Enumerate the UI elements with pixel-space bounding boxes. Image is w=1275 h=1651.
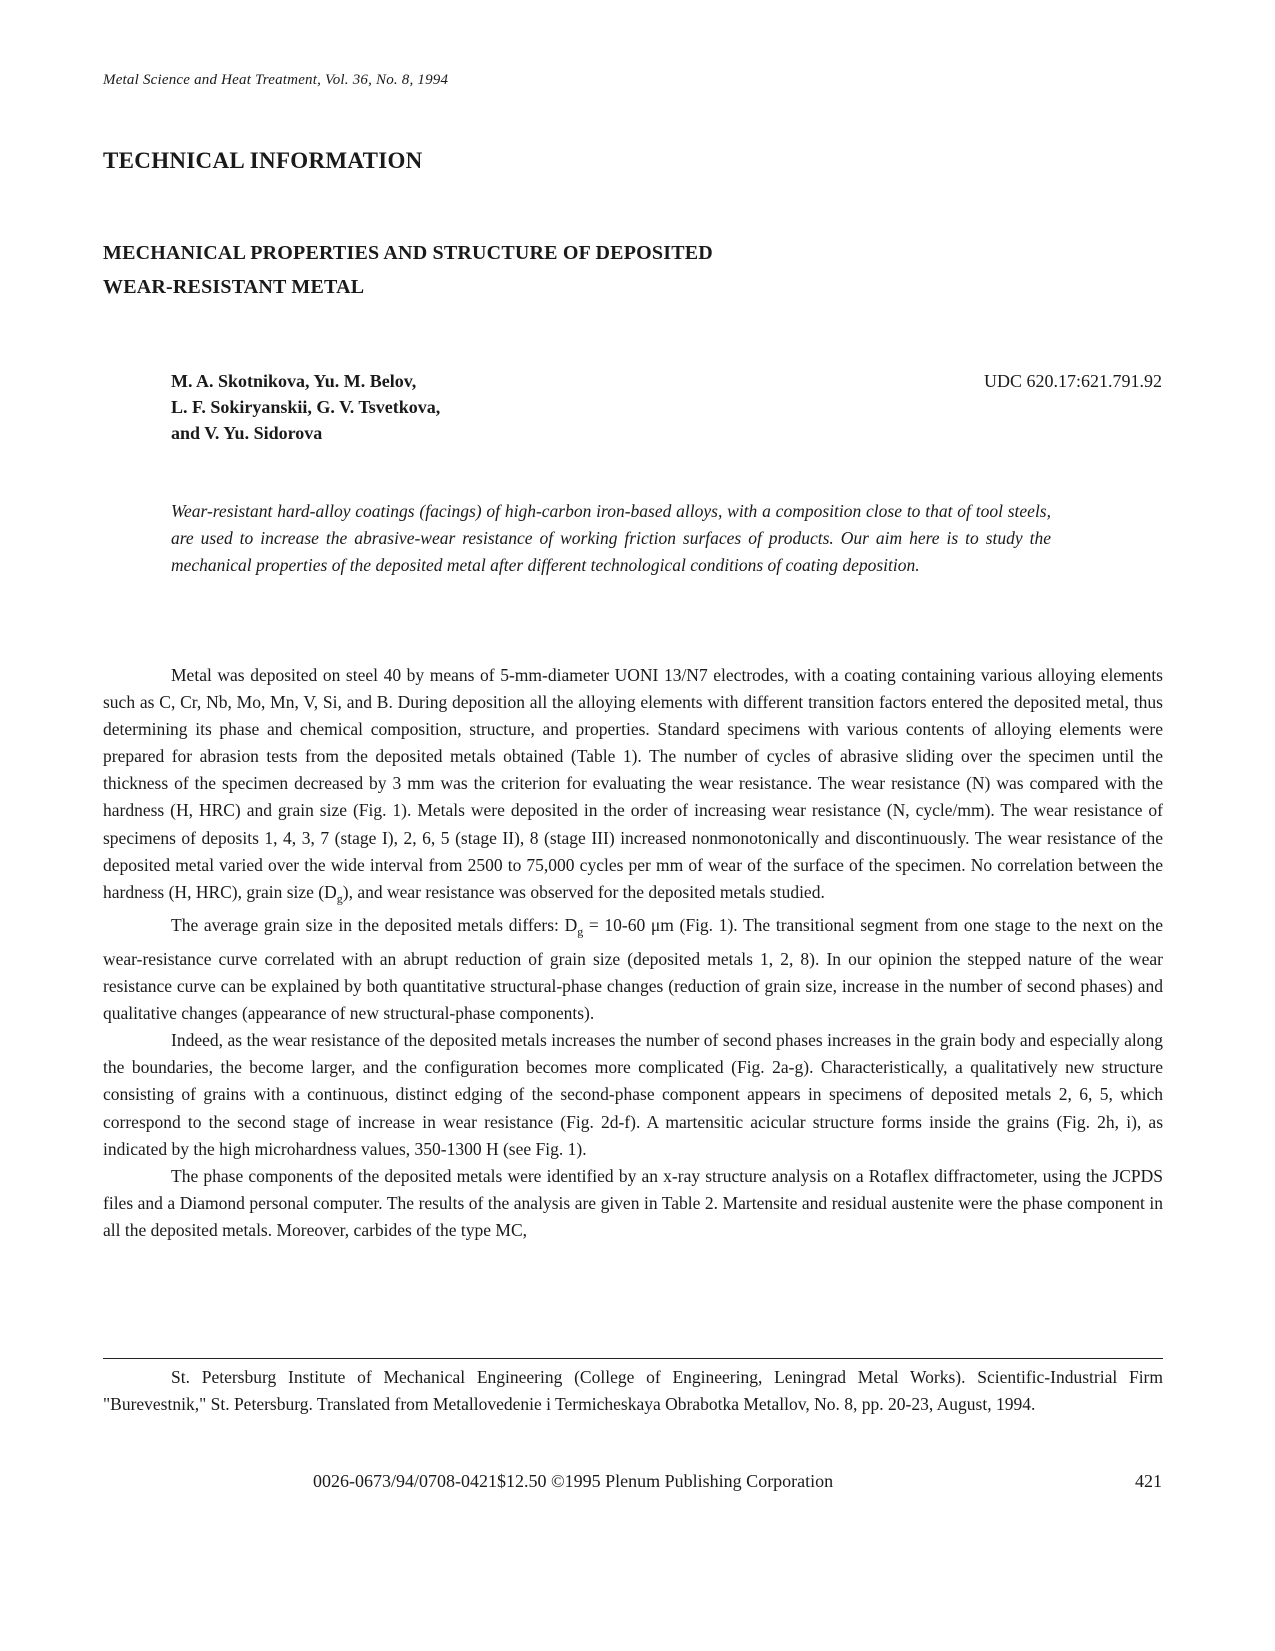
- body-paragraph: Metal was deposited on steel 40 by means of 5-mm-diameter UONI 13/N7 electrodes, with a coating containing various alloying elements such as C, Cr, Nb, Mo, Mn, V, Si, and B. During deposition all the alloying elements with different transition factors entered the deposited metal, thus determining its phase and chemical composition, structure, and properties. Standard specimens with various contents of alloying elements were prepared for abrasion tests from the deposited metals obtained (Table 1). The number of cycles of abrasive sliding over the specimen until the thickness of the specimen decreased by 3 mm was the criterion for evaluating the wear resistance. The wear resistance (N) was compared with the hardness (H, HRC) and grain size (Fig. 1). Metals were deposited in the order of increasing wear resistance (N, cycle/mm). The wear resistance of specimens of deposits 1, 4, 3, 7 (stage I), 2, 6, 5 (stage II), 8 (stage III) increased nonmonotonically and discontinuously. The wear resistance of the deposited metal varied over the wide interval from 2500 to 75,000 cycles per mm of wear of the surface of the specimen. No correlation between the hardness (H, HRC), grain size $(D_g)$, and wear resistance was observed for the deposited metals studied.: [103, 665, 1163, 906]
- article-title: [103, 236, 1003, 304]
- page-number: 421: [1135, 1471, 1162, 1491]
- article-title-line-1: MECHANICAL PROPERTIES AND STRUCTURE OF DEPOSITED: [103, 242, 713, 264]
- author-list: [171, 368, 440, 446]
- footnote-divider: [103, 1358, 1163, 1359]
- footnote: [103, 1364, 1163, 1418]
- affiliation-note: St. Petersburg Institute of Mechanical Engineering (College of Engineering, Leningrad Metal Works). Scientific-Industrial Firm "Burevestnik," St. Petersburg. Translated from Metallovedenie i Termicheskaya Obrabotka Metallov, No. 8, pp. 20-23, August, 1994.: [103, 1367, 1163, 1414]
- body-paragraph: Indeed, as the wear resistance of the deposited metals increases the number of second phases increases in the grain body and especially along the boundaries, the become larger, and the configuration becomes more complicated (Fig. 2a-g). Characteristically, a qualitatively new structure consisting of grains with a continuous, distinct edging of the second-phase component appears in specimens of deposited metals 2, 6, 5, which correspond to the second stage of increase in wear resistance (Fig. 2d-f). A martensitic acicular structure forms inside the grains (Fig. 2h, i), as indicated by the high microhardness values, 350-1300 H (see Fig. 1).: [103, 1030, 1163, 1159]
- body-paragraph: The phase components of the deposited metals were identified by an x-ray structure analysis on a Rotaflex diffractometer, using the JCPDS files and a Diamond personal computer. The results of the analysis are given in Table 2. Martensite and residual austenite were the phase component in all the deposited metals. Moreover, carbides of the type MC,: [103, 1165, 1163, 1240]
- journal-header: Metal Science and Heat Treatment, Vol. 36, No. 8, 1994: [103, 72, 449, 88]
- article-body: [103, 662, 1163, 1244]
- article-title-line-2: WEAR-RESISTANT METAL: [103, 276, 365, 298]
- copyright-line: 0026-0673/94/0708-0421$12.50 ©1995 Plenum Publishing Corporation: [313, 1471, 834, 1491]
- author-line: M. A. Skotnikova, Yu. M. Belov,: [171, 371, 417, 391]
- author-line: L. F. Sokiryanskii, G. V. Tsvetkova,: [171, 397, 441, 417]
- author-line: and V. Yu. Sidorova: [171, 423, 323, 443]
- udc-code: UDC 620.17:621.791.92: [983, 371, 1162, 391]
- body-paragraph: The average grain size in the deposited metals differs: $D_g = 10-60$ μm (Fig. 1). The transitional segment from one stage to the next on the wear-resistance curve correlated with an abrupt reduction of grain size (deposited metals 1, 2, 8). In our opinion the stepped nature of the wear resistance curve can be explained by both quantitative structural-phase changes (reduction of grain size, increase in the number of second phases) and qualitative changes (appearance of new structural-phase components).: [103, 915, 1163, 1024]
- section-title: TECHNICAL INFORMATION: [103, 148, 423, 173]
- abstract: Wear-resistant hard-alloy coatings (facings) of high-carbon iron-based alloys, with a composition close to that of tool steels, are used to increase the abrasive-wear resistance of working friction surfaces of products. Our aim here is to study the mechanical properties of the deposited metal after different technological conditions of coating deposition.: [171, 501, 1051, 575]
